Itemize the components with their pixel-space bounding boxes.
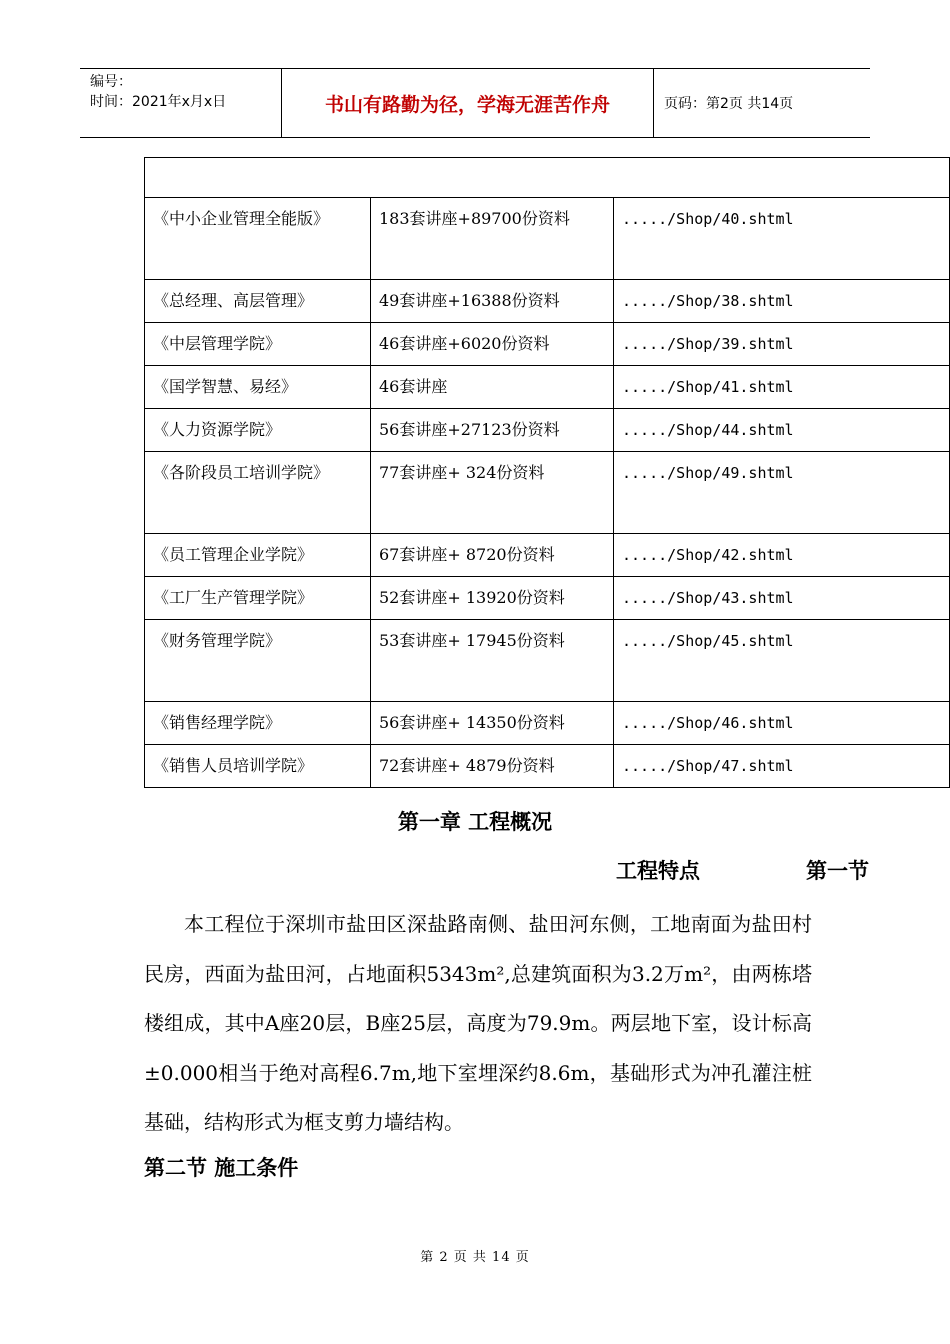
catalog-content-cell: 183套讲座+89700份资料 — [371, 198, 614, 280]
header-page-info: 页码：第2页 共14页 — [664, 96, 794, 112]
catalog-name-cell: 《人力资源学院》 — [145, 409, 371, 452]
catalog-url-cell[interactable]: ...../Shop/38.shtml — [614, 280, 950, 323]
table-row — [145, 702, 950, 745]
catalog-url-cell[interactable]: ...../Shop/47.shtml — [614, 745, 950, 788]
catalog-url-cell[interactable]: ...../Shop/39.shtml — [614, 323, 950, 366]
catalog-content-cell: 72套讲座+ 4879份资料 — [371, 745, 614, 788]
empty-cell — [145, 158, 950, 198]
catalog-url-cell[interactable]: ...../Shop/45.shtml — [614, 620, 950, 702]
header-motto: 书山有路勤为径，学海无涯苦作舟 — [282, 69, 654, 137]
catalog-content-cell: 77套讲座+ 324份资料 — [371, 452, 614, 534]
catalog-content-cell: 53套讲座+ 17945份资料 — [371, 620, 614, 702]
catalog-url-cell[interactable]: ...../Shop/44.shtml — [614, 409, 950, 452]
table-row — [145, 577, 950, 620]
catalog-name-cell: 《财务管理学院》 — [145, 620, 371, 702]
catalog-url-cell[interactable]: ...../Shop/41.shtml — [614, 366, 950, 409]
catalog-content-cell: 56套讲座+27123份资料 — [371, 409, 614, 452]
table-row — [145, 198, 950, 280]
catalog-url-cell[interactable]: ...../Shop/43.shtml — [614, 577, 950, 620]
catalog-name-cell: 《销售经理学院》 — [145, 702, 371, 745]
table-empty-row — [145, 158, 950, 198]
catalog-content-cell: 46套讲座 — [371, 366, 614, 409]
catalog-name-cell: 《销售人员培训学院》 — [145, 745, 371, 788]
catalog-url-cell[interactable]: ...../Shop/49.shtml — [614, 452, 950, 534]
table-row — [145, 323, 950, 366]
catalog-name-cell: 《国学智慧、易经》 — [145, 366, 371, 409]
catalog-content-cell: 56套讲座+ 14350份资料 — [371, 702, 614, 745]
catalog-content-cell: 52套讲座+ 13920份资料 — [371, 577, 614, 620]
catalog-name-cell: 《中小企业管理全能版》 — [145, 198, 371, 280]
table-row — [145, 366, 950, 409]
section1-number: 第一节 — [806, 859, 869, 883]
table-row — [145, 620, 950, 702]
catalog-content-cell: 46套讲座+6020份资料 — [371, 323, 614, 366]
catalog-content-cell: 49套讲座+16388份资料 — [371, 280, 614, 323]
table-row — [145, 280, 950, 323]
chapter-title — [0, 806, 950, 836]
catalog-content-cell: 67套讲座+ 8720份资料 — [371, 534, 614, 577]
serial-label: 编号： — [90, 74, 132, 90]
body-paragraph: 本工程位于深圳市盐田区深盐路南侧、盐田河东侧，工地南面为盐田村民房，西面为盐田河，占地面积5343m²,总建筑面积为3.2万m²，由两栋塔楼组成，其中A座20层，B座25层，高度为79.9m。两层地下室，设计标高±0.000相当于绝对高程6.7m,地下室埋深约8.6m，基础形式为冲孔灌注桩基础，结构形式为框支剪力墙结构。 — [144, 912, 812, 1134]
chapter-title-text: 第一章 工程概况 — [397, 810, 553, 834]
table-row — [145, 452, 950, 534]
table-row — [145, 409, 950, 452]
catalog-url-cell[interactable]: ...../Shop/42.shtml — [614, 534, 950, 577]
table-row — [145, 534, 950, 577]
catalog-table — [144, 157, 950, 788]
catalog-name-cell: 《工厂生产管理学院》 — [145, 577, 371, 620]
catalog-name-cell: 《总经理、高层管理》 — [145, 280, 371, 323]
catalog-name-cell: 《员工管理企业学院》 — [145, 534, 371, 577]
page-header — [80, 68, 870, 138]
table-row — [145, 745, 950, 788]
catalog-name-cell: 《中层管理学院》 — [145, 323, 371, 366]
catalog-url-cell[interactable]: ...../Shop/40.shtml — [614, 198, 950, 280]
page-footer: 第 2 页 共 14 页 — [420, 1250, 530, 1265]
time-label: 时间：2021年x月x日 — [90, 94, 227, 110]
section1-title: 工程特点 — [616, 859, 700, 883]
catalog-url-cell[interactable]: ...../Shop/46.shtml — [614, 702, 950, 745]
catalog-name-cell: 《各阶段员工培训学院》 — [145, 452, 371, 534]
header-meta — [80, 69, 282, 137]
section2-title: 第二节 施工条件 — [144, 1156, 299, 1180]
